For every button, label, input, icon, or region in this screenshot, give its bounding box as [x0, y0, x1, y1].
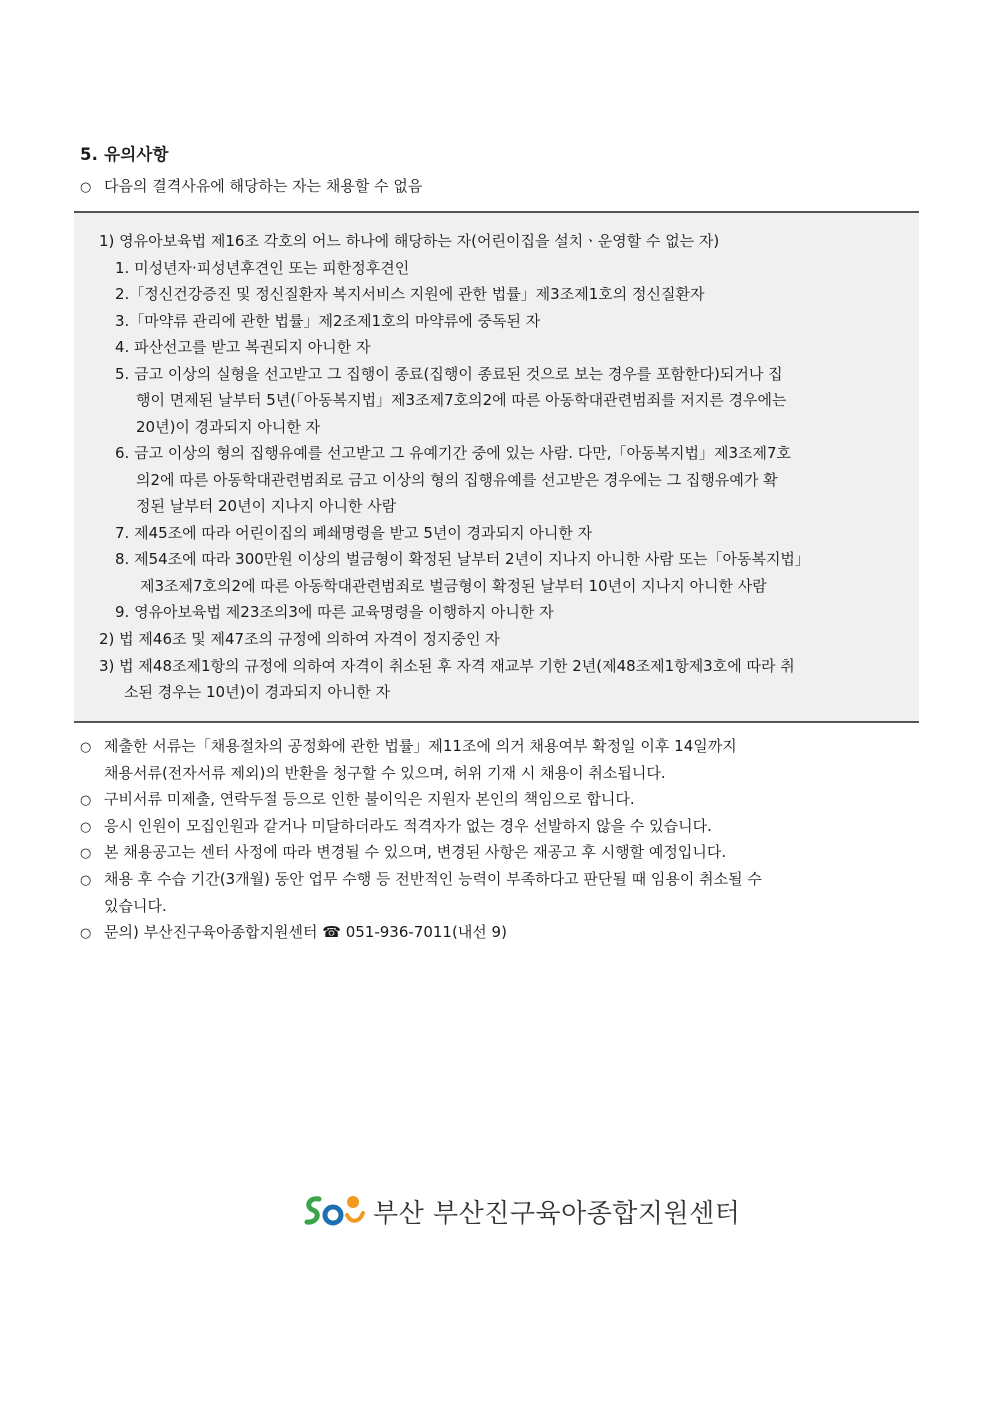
intro-text: 다음의 결격사유에 해당하는 자는 채용할 수 없음 [104, 177, 423, 195]
footer-logo [303, 1193, 740, 1229]
note-text: 구비서류 미제출, 연락두절 등으로 인한 불이익은 지원자 본인의 책임으로 합니다. [104, 790, 635, 808]
note-item [80, 813, 712, 842]
box-line: 정된 날부터 20년이 지나지 아니한 사람 [136, 497, 397, 515]
footer-org-name: 부산 부산진구육아종합지원센터 [373, 1198, 741, 1229]
box-line: 1. 미성년자·피성년후견인 또는 피한정후견인 [115, 259, 410, 277]
circle-bullet-icon: ○ [80, 793, 92, 808]
note-continuation: 채용서류(전자서류 제외)의 반환을 청구할 수 있으며, 허위 기재 시 채용이 취소됩니다. [104, 764, 666, 782]
box-line: 소된 경우는 10년)이 경과되지 아니한 자 [124, 683, 391, 701]
box-line: 의2에 따른 아동학대관련범죄로 금고 이상의 형의 집행유예를 선고받은 경우에는 그 집행유예가 확 [136, 471, 778, 489]
note-text: 응시 인원이 모집인원과 같거나 미달하더라도 적격자가 없는 경우 선발하지 않을 수 있습니다. [104, 817, 712, 835]
intro-line [80, 173, 422, 202]
note-text: 본 채용공고는 센터 사정에 따라 변경될 수 있으며, 변경된 사항은 재공고 후 시행할 예정입니다. [104, 843, 727, 861]
box-line: 5. 금고 이상의 실형을 선고받고 그 집행이 종료(집행이 종료된 것으로 보는 경우를 포함한다)되거나 집 [115, 365, 783, 383]
box-line: 제3조제7호의2에 따른 아동학대관련범죄로 벌금형이 확정된 날부터 10년이 지나지 아니한 사람 [140, 577, 767, 595]
circle-bullet-icon: ○ [80, 926, 92, 941]
box-line: 7. 제45조에 따라 어린이집의 폐쇄명령을 받고 5년이 경과되지 아니한 자 [115, 524, 593, 542]
box-line: 8. 제54조에 따라 300만원 이상의 벌금형이 확정된 날부터 2년이 지나지 아니한 사람 또는「아동복지법」 [115, 550, 810, 568]
box-line: 행이 면제된 날부터 5년(「아동복지법」제3조제7호의2에 따른 아동학대관련범죄를 저지른 경우에는 [136, 391, 787, 409]
box-line: 3) 법 제48조제1항의 규정에 의하여 자격이 취소된 후 자격 재교부 기한 2년(제48조제1항제3호에 따라 취 [99, 657, 795, 675]
box-line: 4. 파산선고를 받고 복권되지 아니한 자 [115, 338, 371, 356]
note-text: 제출한 서류는「채용절차의 공정화에 관한 법률」제11조에 의거 채용여부 확정일 이후 14일까지 [104, 737, 737, 755]
section-title: 5. 유의사항 [80, 145, 169, 164]
note-item [80, 786, 635, 815]
circle-bullet-icon: ○ [80, 873, 92, 888]
note-item [80, 839, 726, 868]
note-text: 채용 후 수습 기간(3개월) 동안 업무 수행 등 전반적인 능력이 부족하다고 판단될 때 임용이 취소될 수 [104, 870, 762, 888]
box-line: 9. 영유아보육법 제23조의3에 따른 교육명령을 이행하지 아니한 자 [115, 603, 554, 621]
note-item [80, 919, 507, 948]
box-line: 2.「정신건강증진 및 정신질환자 복지서비스 지원에 관한 법률」제3조제1호의 정신질환자 [115, 285, 705, 303]
circle-bullet-icon: ○ [80, 180, 92, 195]
box-line: 2) 법 제46조 및 제47조의 규정에 의하여 자격이 정지중인 자 [99, 630, 500, 648]
box-line: 6. 금고 이상의 형의 집행유예를 선고받고 그 유예기간 중에 있는 사람. 다만,「아동복지법」제3조제7호 [115, 444, 792, 462]
note-item [80, 866, 762, 895]
box-line: 1) 영유아보육법 제16조 각호의 어느 하나에 해당하는 자(어린이집을 설치ㆍ운영할 수 없는 자) [99, 232, 720, 250]
circle-bullet-icon: ○ [80, 820, 92, 835]
box-line: 20년)이 경과되지 아니한 자 [136, 418, 321, 436]
center-logo-icon [303, 1193, 367, 1229]
circle-bullet-icon: ○ [80, 846, 92, 861]
note-continuation: 있습니다. [104, 897, 167, 915]
note-item [80, 733, 737, 762]
circle-bullet-icon: ○ [80, 740, 92, 755]
contact-text: 문의) 부산진구육아종합지원센터 ☎ 051-936-7011(내선 9) [104, 923, 507, 941]
disqualification-box [74, 211, 919, 723]
box-line: 3.「마약류 관리에 관한 법률」제2조제1호의 마약류에 중독된 자 [115, 312, 541, 330]
